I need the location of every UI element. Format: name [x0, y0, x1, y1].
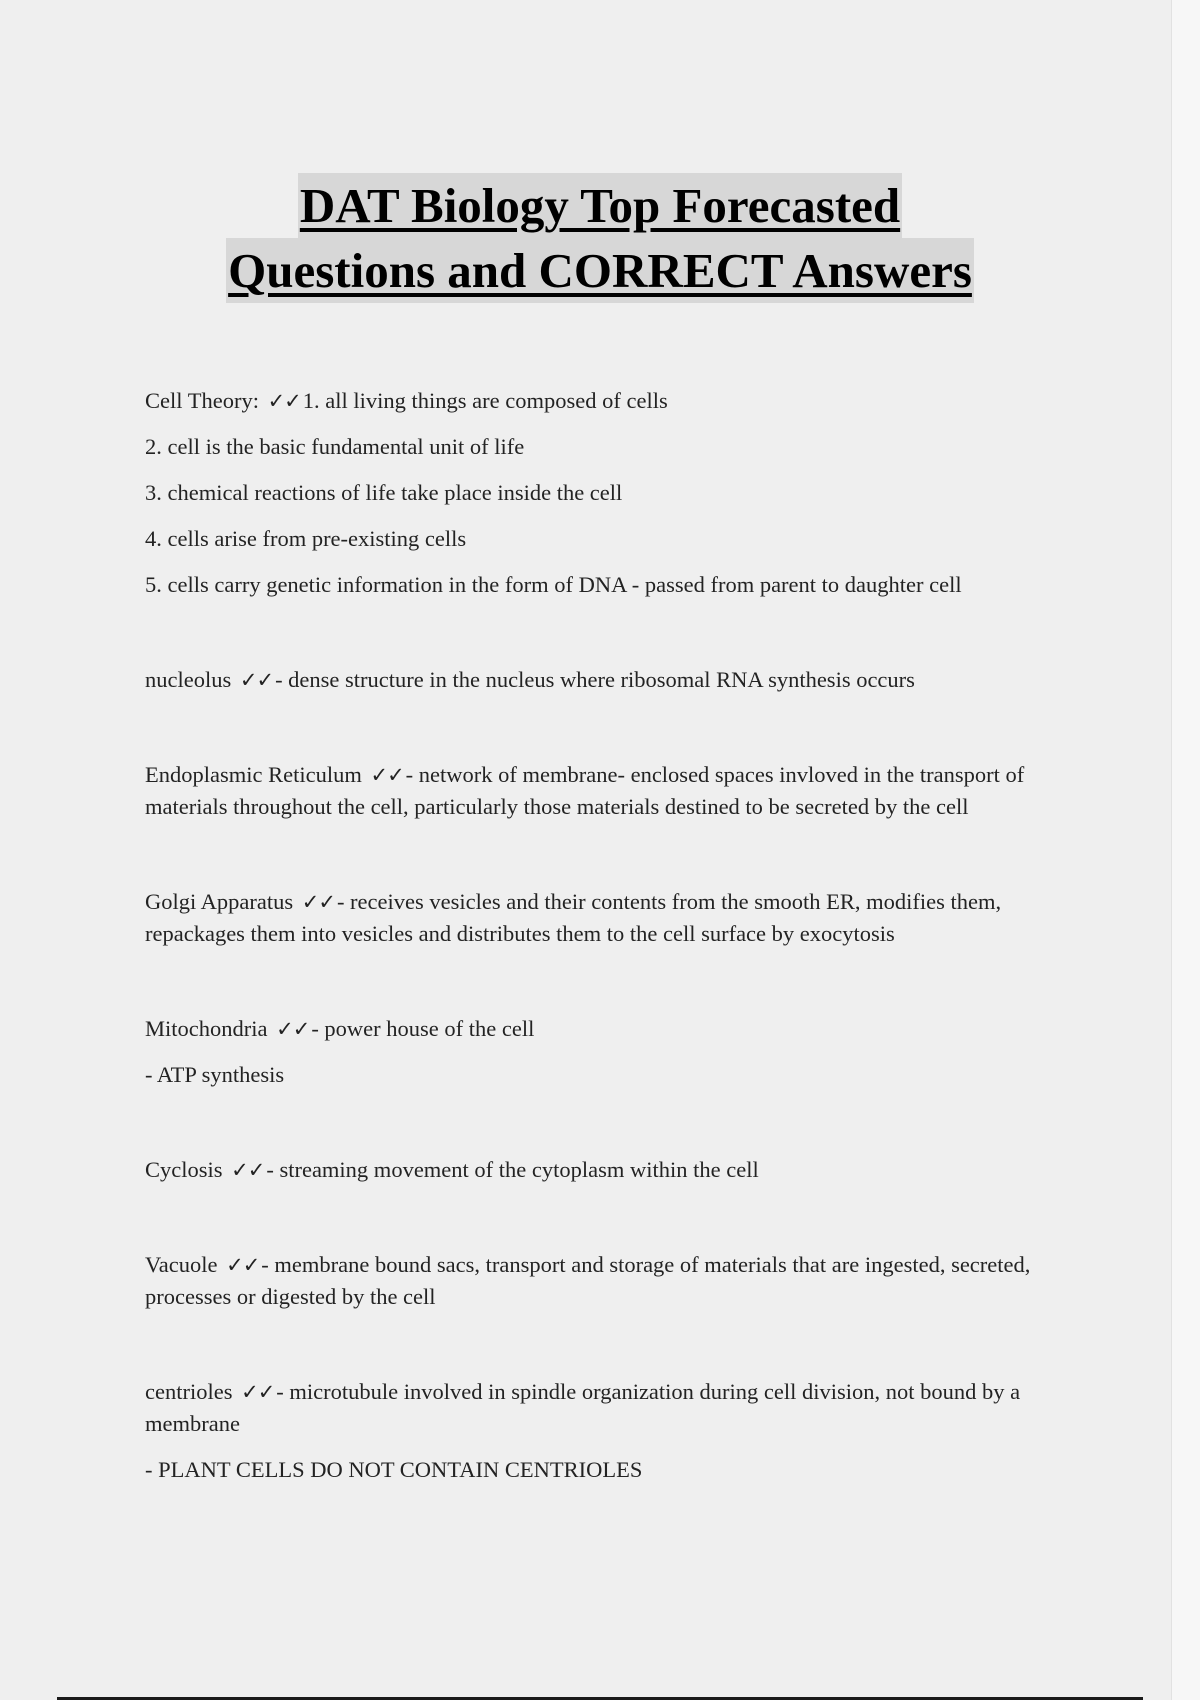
qa-entry-mitochondria: [145, 1013, 1050, 1091]
checkmark-icon: ✓✓: [276, 1017, 310, 1041]
document-title: [0, 173, 1200, 303]
entry-main-line: [145, 1013, 1050, 1045]
checkmark-icon: ✓✓: [301, 890, 335, 914]
entry-term: Golgi Apparatus: [145, 889, 294, 914]
entry-definition: - dense structure in the nucleus where ribosomal RNA synthesis occurs: [275, 667, 915, 692]
entry-definition: - network of membrane- enclosed spaces invloved in the transport of materials throughout the cell, particularly those materials destined to be secreted by the cell: [145, 762, 1025, 819]
entry-definition: - streaming movement of the cytoplasm within the cell: [266, 1157, 759, 1182]
entry-extra-line: - ATP synthesis: [145, 1062, 285, 1087]
qa-entry-cell-theory: [145, 385, 1050, 601]
entry-definition: 1. all living things are composed of cells: [302, 388, 668, 413]
entry-term: Mitochondria: [145, 1016, 268, 1041]
entry-extra-line: - PLANT CELLS DO NOT CONTAIN CENTRIOLES: [145, 1457, 643, 1482]
entry-main-line: [145, 1154, 1050, 1186]
checkmark-icon: ✓✓: [239, 668, 274, 692]
entry-main-line: [145, 1249, 1050, 1313]
title-line-2: Questions and CORRECT Answers: [226, 238, 974, 303]
qa-entry-endoplasmic-reticulum: [145, 759, 1050, 823]
entry-main-line: [145, 1376, 1050, 1440]
entry-main-line: [145, 759, 1050, 823]
qa-entry-nucleolus: [145, 664, 1050, 696]
entry-main-line: [145, 385, 1050, 417]
entry-main-line: [145, 664, 1050, 696]
entry-term: Vacuole: [145, 1252, 218, 1277]
entry-definition: - membrane bound sacs, transport and storage of materials that are ingested, secreted, processes or digested by the cell: [145, 1252, 1031, 1309]
entry-main-line: [145, 886, 1050, 950]
qa-entry-cyclosis: [145, 1154, 1050, 1186]
checkmark-icon: ✓✓: [226, 1253, 260, 1277]
entry-term: Cyclosis: [145, 1157, 223, 1182]
entry-definition: - power house of the cell: [311, 1016, 535, 1041]
checkmark-icon: ✓✓: [267, 389, 301, 413]
entry-extra-line: 2. cell is the basic fundamental unit of life: [145, 434, 525, 459]
entry-term: nucleolus: [145, 667, 232, 692]
entry-term: centrioles: [145, 1379, 233, 1404]
qa-entry-vacuole: [145, 1249, 1050, 1313]
checkmark-icon: ✓✓: [370, 763, 404, 787]
qa-entry-golgi-apparatus: [145, 886, 1050, 950]
qa-list: [145, 385, 1050, 1486]
entry-extra-line: 5. cells carry genetic information in the form of DNA - passed from parent to daughter cell: [145, 572, 962, 597]
checkmark-icon: ✓✓: [241, 1380, 275, 1404]
entry-term: Cell Theory:: [145, 388, 259, 413]
entry-extra-line: 3. chemical reactions of life take place inside the cell: [145, 480, 623, 505]
entry-definition: - microtubule involved in spindle organization during cell division, not bound by a membrane: [145, 1379, 1021, 1436]
title-line-1: DAT Biology Top Forecasted: [298, 173, 902, 238]
entry-definition: - receives vesicles and their contents from the smooth ER, modifies them, repackages them into vesicles and distributes them to the cell surface by exocytosis: [145, 889, 1002, 946]
checkmark-icon: ✓✓: [231, 1158, 265, 1182]
entry-extra-line: 4. cells arise from pre-existing cells: [145, 526, 467, 551]
entry-term: Endoplasmic Reticulum: [145, 762, 362, 787]
qa-entry-centrioles: [145, 1376, 1050, 1486]
